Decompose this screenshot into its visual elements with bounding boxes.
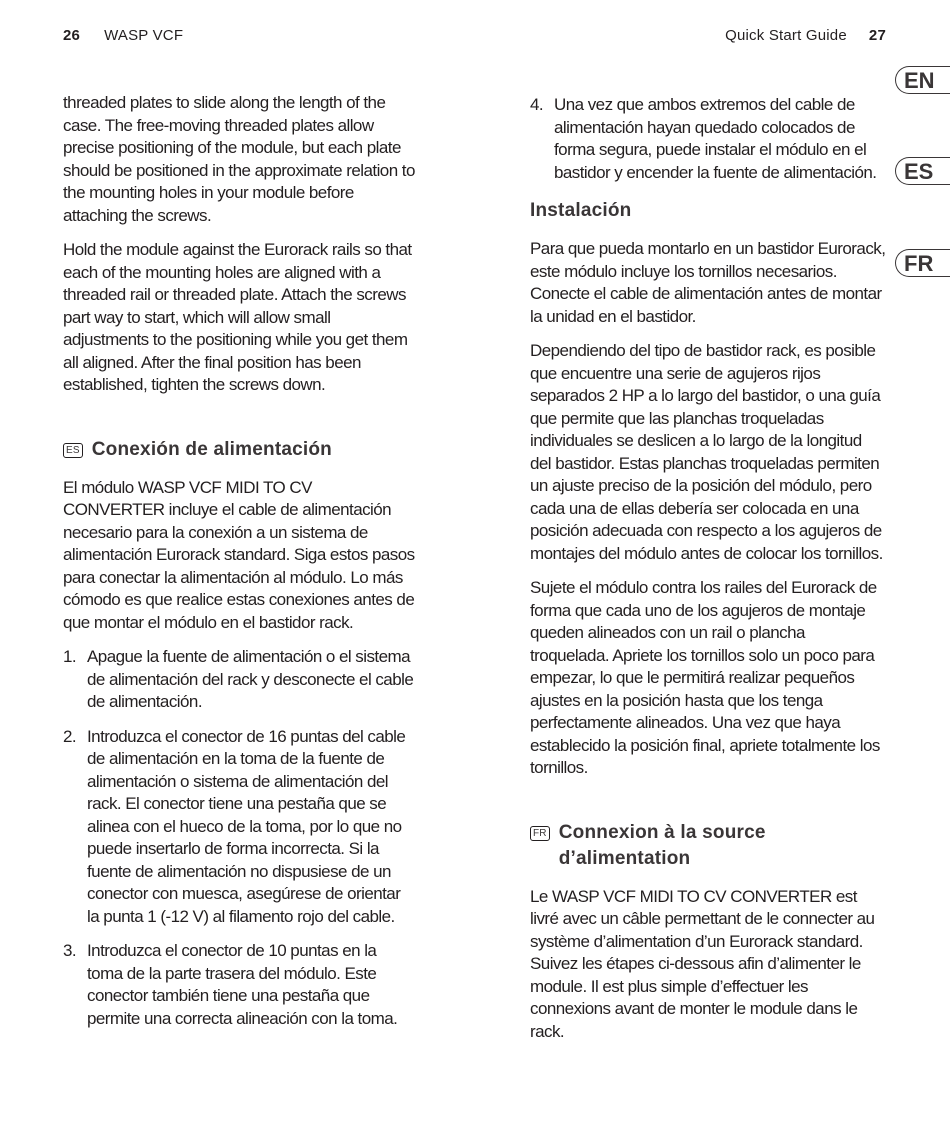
product-title: WASP VCF — [104, 27, 184, 44]
list-item — [63, 940, 415, 1030]
list-item — [63, 726, 415, 929]
section-heading-fr — [530, 820, 886, 872]
page-number-right: 27 — [868, 27, 886, 44]
language-tag-es: ES — [63, 443, 83, 458]
lang-tab-fr[interactable]: FR — [895, 249, 950, 277]
paragraph: Sujete el módulo contra los railes del Eurorack de forma que cada uno de los agujeros de montaje queden alineados con un rail o plancha troquelada. Apriete los tornillos solo un poco para empezar, lo que le permitirá realizar pequeños ajustes en la posición hasta que los tenga perfectamente alineados. Una vez que haya establecido la posición final, apriete totalmente los tornillos. — [530, 578, 880, 777]
list-item — [63, 646, 415, 714]
page-header-right — [725, 27, 886, 44]
paragraph: threaded plates to slide along the length of the case. The free-moving threaded plates allow precise positioning of the module, but each plate should be positioned in the approximate relation to the mounting holes in your module before attaching the screws. — [63, 93, 415, 225]
paragraph: Para que pueda montarlo en un bastidor Eurorack, este módulo incluye los tornillos necesarios. Conecte el cable de alimentación antes de montar la unidad en el bastidor. — [530, 239, 886, 326]
list-item — [530, 94, 886, 184]
section-heading-es — [63, 437, 415, 463]
step-number: 4. — [530, 95, 544, 114]
right-column — [530, 94, 886, 1055]
step-number: 1. — [63, 647, 77, 666]
install-heading: Instalación — [530, 200, 632, 221]
paragraph: Hold the module against the Eurorack rails so that each of the mounting holes are aligned with a threaded rail or threaded plate. Attach the screws part way to start, which will allow small adjustments to the positioning while you get them all aligned. After the final position has been established, tighten the screws down. — [63, 240, 412, 394]
step-text: Introduzca el conector de 16 puntas del cable de alimentación en la toma de la fuente de alimentación o sistema de alimentación del rack. El conector tiene una pestaña que se alinea con el hueco de la toma, por lo que no puede insertarlo de forma incorrecta. Si la fuente de alimentación no dispusiese de un conector con muesca, asegúrese de orientar la punta 1 (-12 V) al filamento rojo del cable. — [87, 726, 406, 926]
step-text: Una vez que ambos extremos del cable de alimentación hayan quedado colocados de forma segura, puede instalar el módulo en el bastidor y encender la fuente de alimentación. — [554, 95, 877, 182]
lang-tab-en[interactable]: EN — [895, 66, 950, 94]
steps-list — [63, 646, 415, 1030]
paragraph: Le WASP VCF MIDI TO CV CONVERTER est livré avec un câble permettant de le connecter au système d’alimentation d’un Eurorack standard. Suivez les étapes ci-dessous afin d’alimenter le module. Il est plus simple d’effectuer les connexions avant de monter le module dans le rack. — [530, 886, 875, 1041]
guide-title: Quick Start Guide — [725, 27, 847, 44]
section-title: Connexion à la source d’alimentation — [558, 821, 766, 869]
step-text: Introduzca el conector de 10 puntas en la toma de la parte trasera del módulo. Este conector también tiene una pestaña que permite una correcta alineación con la toma. — [87, 941, 398, 1028]
paragraph: El módulo WASP VCF MIDI TO CV CONVERTER incluye el cable de alimentación necesario para la conexión a un sistema de alimentación Eurorack standard. Siga estos pasos para conectar la alimentación al módulo. Lo más cómodo es que realice estas conexiones antes de que montar el módulo en el bastidor rack. — [63, 477, 415, 632]
step-text: Apague la fuente de alimentación o el sistema de alimentación del rack y desconecte el cable de alimentación. — [87, 647, 414, 711]
step-number: 3. — [63, 941, 77, 960]
left-column — [63, 92, 415, 1042]
steps-list — [530, 94, 886, 184]
page-number-left: 26 — [63, 27, 81, 44]
language-tag-fr: FR — [530, 826, 550, 841]
step-number: 2. — [63, 726, 77, 746]
section-title: Conexión de alimentación — [91, 438, 332, 460]
page-header-left — [63, 27, 183, 44]
lang-tab-es[interactable]: ES — [895, 157, 950, 185]
paragraph: Dependiendo del tipo de bastidor rack, es posible que encuentre una serie de agujeros rijos separados 2 HP a lo largo del bastidor, o una guía que permite que las planchas troqueladas individuales se deslicen a lo largo de la longitud del bastidor. Estas planchas troqueladas permiten un ajuste preciso de la posición del módulo, pero cada una de ellas debería ser colocada en una posición adecuada con respecto a los agujeros de montajes del módulo antes de colocar los tornillos. — [530, 341, 883, 563]
